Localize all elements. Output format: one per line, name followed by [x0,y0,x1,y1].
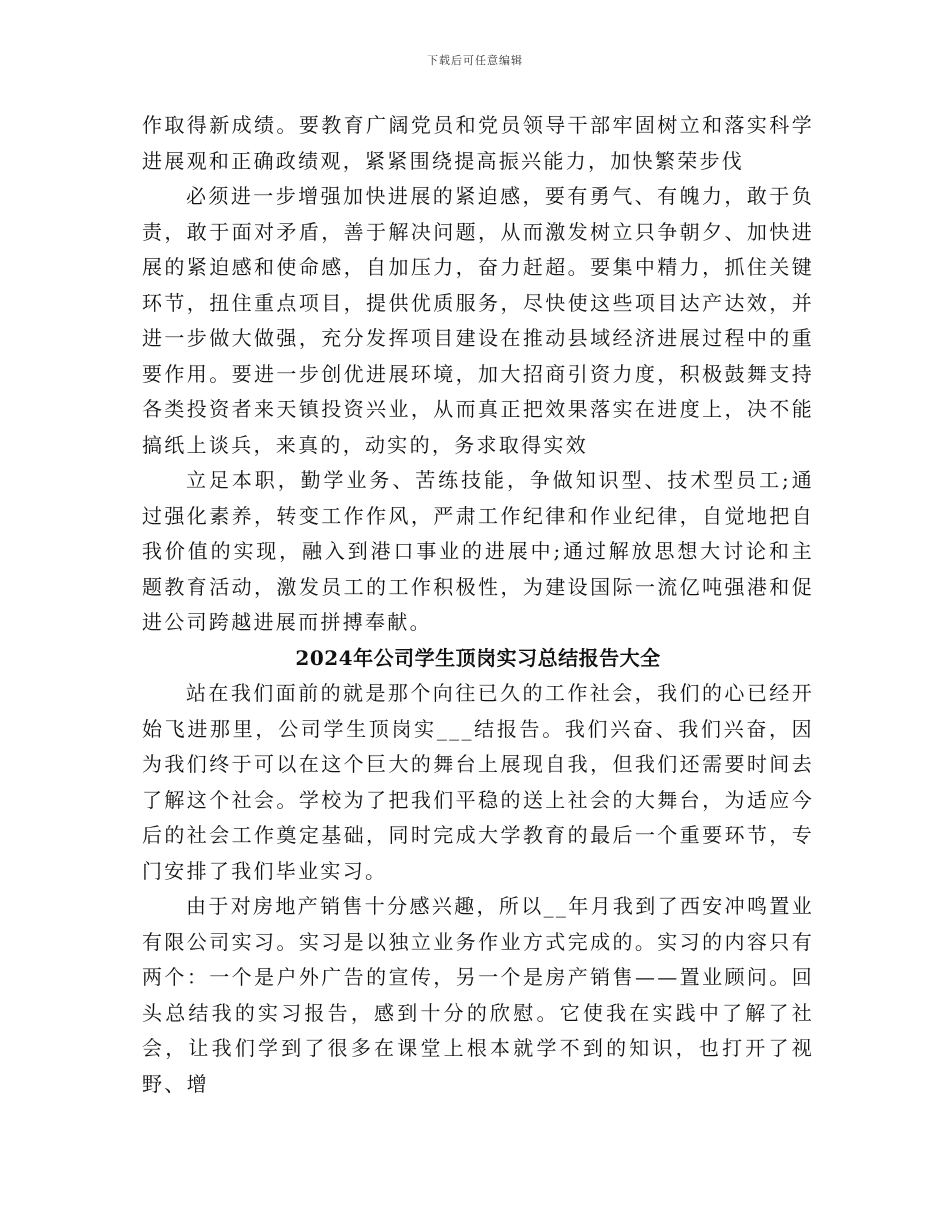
document-body [142,108,814,1102]
section-paragraph-1: 站在我们面前的就是那个向往已久的工作社会，我们的心已经开始飞进那里，公司学生顶岗实___结报告。我们兴奋、我们兴奋，因为我们终于可以在这个巨大的舞台上展现自我，但我们还需要时间去了解这个社会。学校为了把我们平稳的送上社会的大舞台，为适应今后的社会工作奠定基础，同时完成大学教育的最后一个重要环节，专门安排了我们毕业实习。 [142,681,814,883]
paragraph-1: 作取得新成绩。要教育广阔党员和党员领导干部牢固树立和落实科学进展观和正确政绩观，紧紧围绕提高振兴能力，加快繁荣步伐 [142,113,814,173]
paragraph-3: 立足本职，勤学业务、苦练技能，争做知识型、技术型员工;通过强化素养，转变工作作风，严肃工作纪律和作业纪律，自觉地把自我价值的实现，融入到港口事业的进展中;通过解放思想大讨论和主题教育活动，激发员工的工作积极性，为建设国际一流亿吨强港和促进公司跨越进展而拼搏奉献。 [142,468,814,634]
section-paragraph-2: 由于对房地产销售十分感兴趣，所以__年月我到了西安冲鸣置业有限公司实习。实习是以独立业务作业方式完成的。实习的内容只有两个：一个是户外广告的宣传，另一个是房产销售——置业顾问。回头总结我的实习报告，感到十分的欣慰。它使我在实践中了解了社会，让我们学到了很多在课堂上根本就学不到的知识，也打开了视野、增 [142,894,814,1096]
page-header: 下载后可任意编辑 [427,54,523,67]
section-title: 2024年公司学生顶岗实习总结报告大全 [295,645,661,670]
paragraph-2: 必须进一步增强加快进展的紧迫感，要有勇气、有魄力，敢于负责，敢于面对矛盾，善于解决问题，从而激发树立只争朝夕、加快进展的紧迫感和使命感，自加压力，奋力赶超。要集中精力，抓住关键环节，扭住重点项目，提供优质服务，尽快使这些项目达产达效，并进一步做大做强，充分发挥项目建设在推动县域经济进展过程中的重要作用。要进一步创优进展环境，加大招商引资力度，积极鼓舞支持各类投资者来天镇投资兴业，从而真正把效果落实在进度上，决不能搞纸上谈兵，来真的，动实的，务求取得实效 [142,184,814,457]
